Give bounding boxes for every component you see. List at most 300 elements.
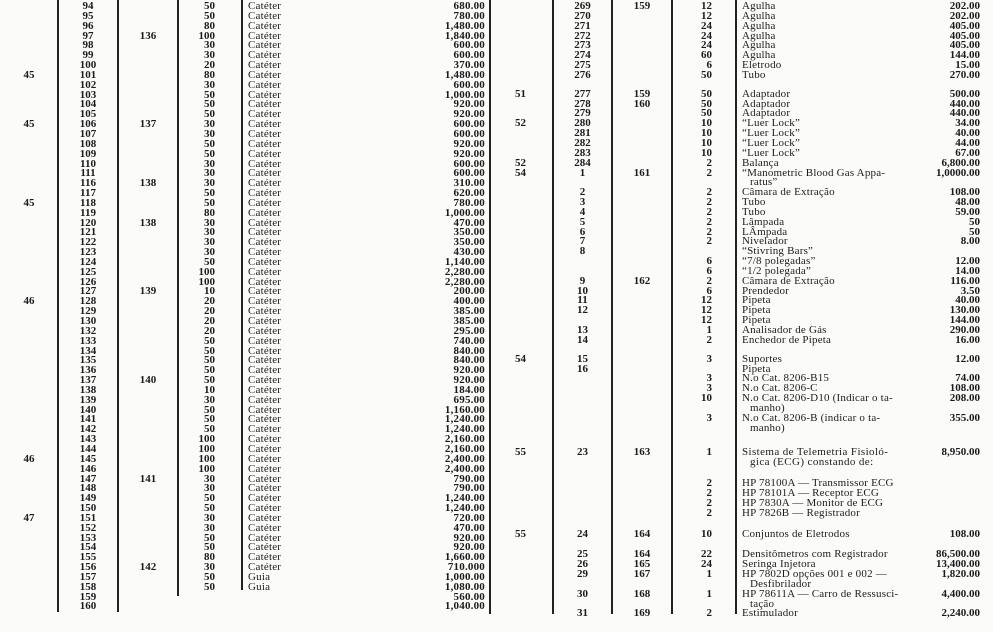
description-text: Catéter	[248, 324, 282, 337]
quantity-cell: 80	[204, 19, 215, 32]
page-number-cell	[500, 12, 553, 22]
item-number-cell: 136	[79, 364, 97, 377]
value-cell: 44.00	[955, 136, 980, 149]
description-continuation: manho)	[750, 401, 785, 414]
description-text: HP 78611A — Carro de Ressusci-	[742, 587, 899, 600]
item-number-cell: 143	[79, 433, 97, 446]
value-cell: 405.00	[949, 29, 980, 42]
table-row	[500, 448, 990, 468]
quantity-cell: 100	[198, 452, 215, 465]
value-cell: 1,480.00	[444, 19, 485, 32]
page-number-cell	[500, 71, 553, 81]
item-number-cell: 25	[577, 548, 588, 561]
value-cell: 430.00	[453, 246, 485, 259]
page-number-cell	[500, 51, 553, 61]
value-cell: 16.00	[955, 333, 980, 346]
page-number-cell	[500, 550, 553, 560]
item-number-cell: 100	[79, 59, 97, 72]
description-text: Agulha	[742, 29, 776, 42]
item-number-cell: 134	[79, 344, 97, 357]
table-row	[500, 527, 990, 540]
value-cell: 1,660.00	[444, 551, 485, 564]
page-number-cell: 52	[515, 156, 526, 169]
reference-number-cell	[118, 150, 178, 160]
reference-number-cell	[118, 583, 178, 593]
description-text: Catéter	[248, 531, 282, 544]
page-number-cell	[500, 41, 553, 51]
quantity-cell: 24	[701, 558, 712, 571]
description-text: Catéter	[248, 541, 282, 554]
description-text: Balança	[742, 156, 779, 169]
quantity-cell: 30	[204, 216, 215, 229]
item-number-cell: 4	[579, 205, 586, 218]
page-number-cell	[0, 2, 58, 12]
page-number-cell: 45	[23, 68, 35, 81]
page-number-cell	[500, 384, 553, 394]
item-number-cell: 10	[577, 284, 588, 297]
value-cell: 1,240.00	[444, 423, 485, 436]
value-cell: 720.00	[453, 511, 485, 524]
page-number-cell	[0, 386, 58, 396]
reference-number-cell	[118, 543, 178, 553]
reference-number-cell	[612, 365, 672, 375]
value-cell: 790.00	[453, 472, 485, 485]
quantity-cell: 2	[706, 235, 712, 248]
description-text: Catéter	[248, 206, 282, 219]
quantity-cell: 50	[204, 492, 215, 505]
table-block	[500, 352, 990, 434]
reference-number-cell	[612, 119, 672, 129]
page-number-cell: 47	[23, 511, 35, 524]
page-number-cell	[500, 590, 553, 610]
item-number-cell: 118	[80, 196, 96, 209]
item-number-cell: 101	[79, 68, 97, 81]
description-text: Catéter	[248, 127, 282, 140]
description-text: Adaptador	[742, 97, 791, 110]
description-text: Catéter	[248, 433, 282, 446]
item-number-cell: 15	[577, 352, 588, 365]
page-number-cell	[0, 150, 58, 160]
reference-number-cell	[612, 479, 672, 489]
value-cell: 920.00	[453, 364, 485, 377]
value-cell: 710.000	[447, 561, 485, 574]
item-number-cell: 152	[79, 521, 97, 534]
value-cell: 74.00	[955, 372, 980, 385]
value-cell: 385.00	[453, 315, 485, 327]
quantity-cell: 30	[204, 78, 215, 91]
quantity-cell: 50	[204, 334, 215, 347]
item-number-cell: 2	[579, 186, 586, 199]
quantity-cell: 50	[701, 87, 712, 100]
reference-number-cell	[118, 51, 178, 61]
reference-number-cell	[118, 415, 178, 425]
item-number-cell	[553, 414, 612, 434]
description-cell	[736, 527, 906, 540]
value-cell: 310.00	[453, 177, 485, 190]
reference-number-cell: 160	[633, 97, 651, 110]
reference-number-cell	[612, 394, 672, 414]
item-number-cell: 116	[80, 177, 96, 190]
value-cell: 780.00	[453, 9, 485, 22]
quantity-cell: 100	[198, 29, 215, 42]
quantity-cell: 50	[204, 108, 215, 121]
item-number-cell: 106	[79, 118, 97, 131]
description-text: N.o Cat. 8206-C	[742, 382, 818, 395]
quantity-cell: 50	[204, 187, 215, 200]
description-text: “Stivring Bars”	[742, 245, 814, 258]
quantity-cell: 3	[706, 411, 712, 424]
description-text: Catéter	[248, 226, 282, 239]
page-number-cell	[0, 32, 58, 42]
reference-number-cell	[612, 355, 672, 365]
reference-number-cell: 168	[633, 587, 651, 600]
reference-number-cell	[612, 51, 672, 61]
reference-number-cell	[118, 81, 178, 91]
value-cell: 2,400.00	[444, 452, 485, 465]
item-number-cell: 26	[577, 558, 588, 571]
quantity-cell: 30	[204, 393, 215, 406]
quantity-cell: 100	[198, 433, 215, 446]
item-number-cell: 23	[577, 446, 588, 459]
table-row	[0, 602, 495, 612]
description-cell	[736, 448, 906, 468]
description-text: Catéter	[248, 551, 282, 564]
quantity-cell: 30	[204, 127, 215, 140]
page-number-cell	[0, 248, 58, 258]
description-text: Catéter	[248, 216, 282, 229]
description-text: N.o Cat. 8206-B (indicar o ta-	[742, 411, 881, 424]
description-text: Catéter	[248, 354, 282, 367]
quantity-cell: 30	[204, 561, 215, 574]
item-number-cell: 272	[574, 29, 591, 42]
description-text: LÂmpada	[742, 225, 788, 238]
item-number-cell: 139	[79, 393, 97, 406]
page-number-cell	[0, 376, 58, 386]
value-cell: 355.00	[949, 411, 980, 424]
item-number-cell: 121	[79, 226, 97, 239]
item-number-cell: 153	[79, 531, 97, 544]
page-number-cell	[0, 406, 58, 416]
item-number-cell: 130	[79, 315, 97, 327]
reference-number-cell	[118, 514, 178, 524]
item-number-cell: 9	[579, 274, 586, 287]
item-number-cell: 102	[79, 78, 97, 91]
quantity-cell: 50	[204, 374, 215, 387]
item-number-cell: 107	[79, 127, 97, 140]
item-number-cell: 14	[577, 333, 588, 346]
page-number-cell	[0, 51, 58, 61]
description-text: Catéter	[248, 167, 282, 180]
page-number-cell	[500, 287, 553, 297]
description-text: Catéter	[248, 344, 282, 357]
description-text: Catéter	[248, 9, 282, 22]
page-number-cell	[0, 209, 58, 219]
page-number-cell	[500, 374, 553, 384]
description-text: Catéter	[248, 364, 282, 377]
page-number-cell	[500, 609, 553, 619]
value-cell: 202.00	[949, 9, 980, 22]
reference-number-cell	[118, 593, 178, 603]
quantity-cell	[672, 365, 736, 375]
quantity-cell: 3	[706, 352, 712, 365]
reference-number-cell	[118, 160, 178, 170]
value-cell: 8.00	[960, 235, 980, 248]
item-number-cell: 279	[574, 107, 591, 120]
quantity-cell: 80	[204, 206, 215, 219]
page-number-cell	[0, 100, 58, 110]
quantity-cell: 30	[204, 177, 215, 190]
quantity-cell: 12	[701, 304, 712, 317]
value-cell: 920.00	[453, 541, 485, 554]
value-cell: 40.00	[955, 127, 980, 140]
value-cell: 6,800.00	[941, 156, 980, 169]
reference-number-cell	[118, 258, 178, 268]
value-cell: 2,240.00	[941, 607, 980, 620]
page-number-cell	[0, 22, 58, 32]
value-cell: 1,0000.00	[936, 166, 980, 179]
page-number-cell	[0, 573, 58, 583]
description-text: Agulha	[742, 9, 776, 22]
page-number-cell	[0, 543, 58, 553]
description-text: Densitômetros com Registrador	[742, 548, 888, 561]
quantity-cell: 10	[204, 383, 215, 396]
value-cell: 184.00	[453, 383, 485, 396]
description-cell	[736, 333, 906, 346]
table-block	[0, 2, 495, 612]
page-number-cell	[500, 570, 553, 590]
value-cell: 1,240.00	[444, 502, 485, 515]
item-number-cell: 98	[82, 39, 94, 52]
reference-number-cell	[118, 41, 178, 51]
page-number-cell	[0, 317, 58, 327]
reference-number-cell	[118, 435, 178, 445]
description-text: “Manometric Blood Gas Appa-	[742, 166, 886, 179]
value-cell: 405.00	[949, 19, 980, 32]
table-row	[0, 580, 495, 593]
description-text: Catéter	[248, 305, 282, 318]
quantity-cell: 1	[706, 587, 712, 600]
value-cell: 920.00	[453, 147, 485, 160]
quantity-cell: 30	[204, 39, 215, 52]
quantity-cell: 1	[706, 446, 712, 459]
page-number-cell	[500, 336, 553, 346]
quantity-cell: 3	[706, 382, 712, 395]
item-number-cell: 281	[574, 127, 591, 140]
quantity-cell: 10	[701, 117, 712, 130]
quantity-cell: 12	[701, 9, 712, 22]
value-cell: 920.00	[453, 98, 485, 111]
page-number-cell	[0, 524, 58, 534]
item-number-cell: 16	[577, 362, 588, 375]
page-number-cell	[500, 208, 553, 218]
description-text: HP 7802D opções 001 e 002 —	[742, 568, 887, 581]
reference-number-cell	[118, 445, 178, 455]
description-text: Catéter	[248, 265, 282, 278]
quantity-cell: 100	[198, 275, 215, 288]
value-cell: 600.00	[453, 49, 485, 62]
page-number-cell	[500, 509, 553, 519]
value-cell: 40.00	[955, 294, 980, 307]
page-number-cell	[500, 479, 553, 489]
page-number-cell	[500, 188, 553, 198]
value-cell	[906, 479, 980, 489]
reference-number-cell	[612, 208, 672, 218]
quantity-cell: 3	[706, 372, 712, 385]
page-number-cell	[500, 237, 553, 247]
description-text: Catéter	[248, 255, 282, 268]
value-cell: 1,000.00	[444, 570, 485, 583]
table-block	[500, 479, 990, 518]
description-text: HP 7830A — Monitor de ECG	[742, 496, 884, 509]
quantity-cell: 30	[204, 226, 215, 239]
reference-number-cell	[612, 218, 672, 228]
quantity-cell: 2	[706, 496, 712, 509]
page-number-cell	[0, 583, 58, 593]
page-number-cell	[0, 238, 58, 248]
description-text: Catéter	[248, 295, 282, 308]
value-cell: 370.00	[453, 59, 485, 72]
quantity-cell: 20	[204, 315, 215, 327]
item-number-cell: 146	[79, 462, 97, 475]
quantity-cell: 100	[198, 265, 215, 278]
description-text: Pipeta	[742, 314, 771, 327]
description-text: N.o Cat. 8206-D10 (Indicar o ta-	[742, 392, 893, 405]
description-text: Catéter	[248, 374, 282, 387]
value-cell: 405.00	[949, 39, 980, 52]
quantity-cell: 50	[204, 364, 215, 377]
description-text: Catéter	[248, 147, 282, 160]
page-number-cell	[0, 396, 58, 406]
right-item-table	[500, 2, 990, 619]
page-number-cell	[0, 160, 58, 170]
item-number-cell: 6	[579, 225, 586, 238]
item-number-cell: 138	[79, 383, 97, 396]
description-text: Estimulador	[742, 607, 798, 620]
quantity-cell: 20	[204, 305, 215, 318]
quantity-cell: 50	[204, 98, 215, 111]
value-cell: 1,040.00	[444, 600, 485, 613]
page-number-cell	[0, 534, 58, 544]
value-cell: 680.00	[453, 0, 485, 12]
description-text: Catéter	[248, 0, 282, 12]
quantity-cell: 30	[204, 167, 215, 180]
reference-number-cell	[118, 484, 178, 494]
quantity-cell: 10	[701, 146, 712, 159]
description-text: “Luer Lock”	[742, 136, 801, 149]
description-text: Catéter	[248, 285, 282, 298]
description-text: “1/2 polegada”	[742, 264, 812, 277]
page-number-cell	[500, 499, 553, 509]
description-text: Catéter	[248, 59, 282, 72]
value-cell: 840.00	[453, 354, 485, 367]
value-cell: 350.00	[453, 236, 485, 249]
description-text: Tubo	[742, 68, 766, 81]
item-number-cell: 29	[577, 568, 588, 581]
page-number-cell	[0, 278, 58, 288]
description-text: Guia	[248, 580, 271, 593]
description-cell	[736, 68, 906, 81]
page-number-cell	[0, 602, 58, 612]
description-text: Tubo	[742, 205, 766, 218]
description-cell	[242, 580, 490, 593]
description-text: Enchedor de Pipeta	[742, 333, 832, 346]
value-cell: 108.00	[949, 527, 980, 540]
page-number-cell: 45	[23, 118, 35, 131]
quantity-cell: 30	[204, 157, 215, 170]
quantity-cell: 30	[204, 49, 215, 62]
reference-number-cell	[118, 2, 178, 12]
item-number-cell: 105	[79, 108, 97, 121]
quantity-cell: 30	[204, 482, 215, 495]
table-block	[500, 527, 990, 540]
item-number-cell	[553, 499, 612, 509]
value-cell: 740.00	[453, 334, 485, 347]
item-number-cell: 154	[79, 541, 97, 554]
value-cell: 790.00	[453, 482, 485, 495]
description-text: Agulha	[742, 19, 776, 32]
reference-number-cell	[612, 316, 672, 326]
reference-number-cell	[612, 149, 672, 159]
page-number-cell	[500, 61, 553, 71]
page-number-cell	[0, 484, 58, 494]
value-cell: 1,140.00	[444, 255, 485, 268]
page-number-cell	[0, 228, 58, 238]
page-number-cell	[500, 109, 553, 119]
description-text: HP 78101A — Receptor ECG	[742, 486, 879, 499]
quantity-cell: 30	[204, 118, 215, 131]
quantity-cell: 80	[204, 551, 215, 564]
item-number-cell: 140	[79, 403, 97, 416]
quantity-cell: 2	[706, 225, 712, 238]
quantity-cell: 10	[701, 527, 712, 540]
quantity-cell: 10	[204, 285, 215, 298]
quantity-cell: 2	[706, 506, 712, 519]
description-text: Câmara de Extração	[742, 274, 835, 287]
page-number-cell	[0, 435, 58, 445]
description-text: Suportes	[742, 352, 783, 365]
value-cell: 1,840.00	[444, 29, 485, 42]
table-block	[500, 448, 990, 468]
description-text: “Luer Lock”	[742, 127, 801, 140]
item-number-cell: 3	[579, 196, 586, 209]
quantity-cell: 22	[701, 548, 712, 561]
description-text: Catéter	[248, 561, 282, 574]
quantity-cell: 20	[204, 324, 215, 337]
value-cell: 920.00	[453, 531, 485, 544]
reference-number-cell	[612, 109, 672, 119]
item-number-cell: 275	[574, 59, 591, 72]
item-number-cell: 99	[82, 49, 94, 62]
quantity-cell: 2	[706, 477, 712, 490]
item-number-cell: 120	[79, 216, 97, 229]
item-number-cell: 125	[79, 265, 97, 278]
value-cell: 440.00	[949, 97, 980, 110]
reference-number-cell	[612, 188, 672, 198]
value-cell: 15.00	[955, 59, 980, 72]
quantity-cell: 12	[701, 294, 712, 307]
quantity-cell: 50	[204, 580, 215, 593]
description-text: Eletrodo	[742, 59, 782, 72]
quantity-cell: 12	[701, 0, 712, 12]
item-number-cell: 124	[79, 255, 97, 268]
item-number-cell: 122	[79, 236, 97, 249]
value-cell: 400.00	[453, 295, 485, 308]
reference-number-cell: 164	[633, 548, 651, 561]
item-number-cell: 95	[82, 9, 94, 22]
reference-number-cell	[118, 307, 178, 317]
page-number-cell	[500, 218, 553, 228]
reference-number-cell: 138	[139, 177, 157, 190]
